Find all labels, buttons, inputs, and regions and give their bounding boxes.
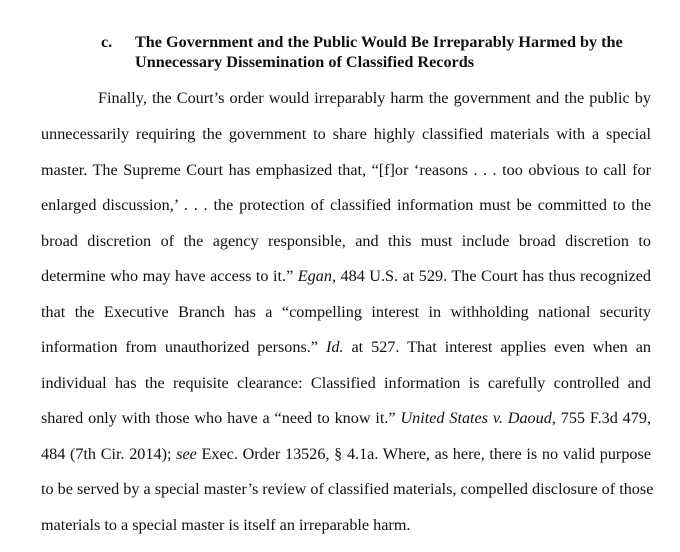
text-run: Finally, the Court’s order would irreparably harm the government and the public by xyxy=(98,89,651,107)
paragraph-line xyxy=(41,231,651,251)
text-run: broad discretion of the agency responsible, and this must include broad discretion to xyxy=(41,232,651,250)
paragraph-line xyxy=(41,479,654,499)
text-run: Exec. Order 13526, § 4.1a. Where, as here, there is no valid purpose xyxy=(196,445,651,463)
text-run: determine who may have access to it.” xyxy=(41,267,298,285)
paragraph-line xyxy=(41,160,651,180)
italic-citation: see xyxy=(176,445,197,463)
text-run: enlarged discussion,’ . . . the protection of classified information must be committed to the xyxy=(41,196,651,214)
text-run: shared only with those who have a “need to know it.” xyxy=(41,409,401,427)
text-run: information from unauthorized persons.” xyxy=(41,338,326,356)
paragraph-line xyxy=(41,515,651,535)
section-marker: c. xyxy=(101,33,113,51)
paragraph-line xyxy=(41,337,651,357)
paragraph-line xyxy=(41,302,651,322)
text-run: individual has the requisite clearance: Classified information is carefully controlled and xyxy=(41,374,651,392)
section-heading-line-2: Unnecessary Dissemination of Classified Records xyxy=(135,53,475,71)
italic-citation: United States v. Daoud xyxy=(400,409,552,427)
text-run: 484 (7th Cir. 2014); xyxy=(41,445,177,463)
paragraph-line xyxy=(41,266,651,286)
paragraph-line xyxy=(41,124,651,144)
text-run: materials to a special master is itself an irreparable harm. xyxy=(41,516,411,534)
text-run: , 755 F.3d 479, xyxy=(551,409,651,427)
italic-citation: Id. xyxy=(325,338,344,356)
text-run: unnecessarily requiring the government to share highly classified materials with a special xyxy=(41,125,651,143)
text-run: that the Executive Branch has a “compelling interest in withholding national security xyxy=(41,303,651,321)
paragraph-line xyxy=(41,444,651,464)
paragraph-line xyxy=(98,88,651,108)
text-run: , 484 U.S. at 529. The Court has thus recognized xyxy=(331,267,652,285)
text-run: at 527. That interest applies even when an xyxy=(343,338,651,356)
paragraph-line xyxy=(41,195,651,215)
section-heading xyxy=(101,32,661,72)
paragraph-line xyxy=(41,373,651,393)
text-run: to be served by a special master’s review of classified materials, compelled disclosure of those xyxy=(41,480,654,498)
text-run: master. The Supreme Court has emphasized that, “[f]or ‘reasons . . . too obvious to call for xyxy=(41,161,651,179)
italic-citation: Egan xyxy=(297,267,332,285)
paragraph-line xyxy=(41,408,651,428)
section-heading-line-1: The Government and the Public Would Be Irreparably Harmed by the xyxy=(135,33,623,51)
